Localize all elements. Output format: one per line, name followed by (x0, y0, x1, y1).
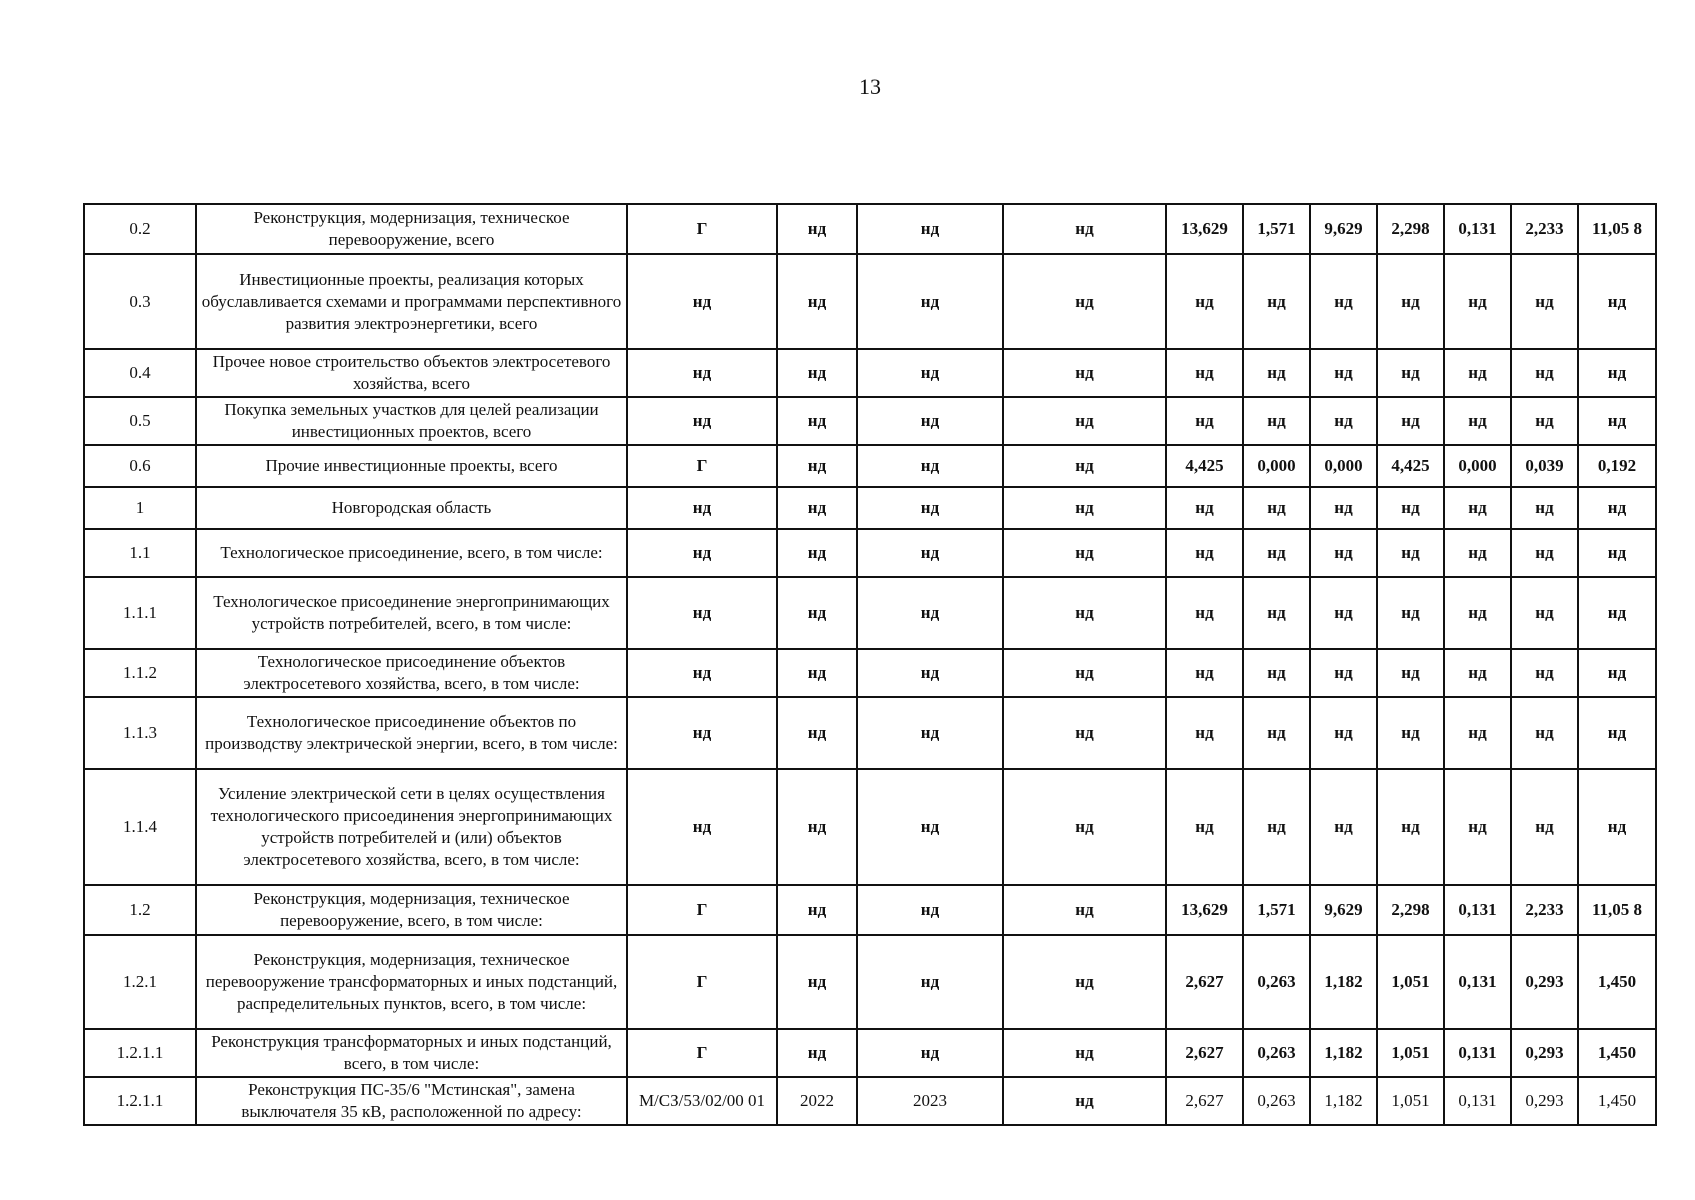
cell-v1: нд (1166, 577, 1243, 649)
table-row (84, 885, 1656, 935)
cell-c3: нд (857, 487, 1003, 529)
cell-c4: нд (1003, 935, 1166, 1029)
row-number: 1 (84, 487, 196, 529)
cell-c3: нд (857, 885, 1003, 935)
cell-v7: 0,192 (1578, 445, 1656, 487)
cell-v2: 0,000 (1243, 445, 1310, 487)
cell-v5: нд (1444, 397, 1511, 445)
cell-v4: нд (1377, 349, 1444, 397)
cell-v2: нд (1243, 254, 1310, 349)
cell-v1: нд (1166, 769, 1243, 885)
cell-v4: нд (1377, 697, 1444, 769)
cell-c2: нд (777, 204, 857, 254)
cell-v5: 0,131 (1444, 1077, 1511, 1125)
cell-c1: Г (627, 885, 777, 935)
table-row (84, 697, 1656, 769)
row-name: Реконструкция трансформаторных и иных подстанций, всего, в том числе: (196, 1029, 627, 1077)
row-name: Прочие инвестиционные проекты, всего (196, 445, 627, 487)
row-number: 1.2.1 (84, 935, 196, 1029)
cell-c1: нд (627, 254, 777, 349)
cell-c3: нд (857, 204, 1003, 254)
cell-v6: 0,293 (1511, 935, 1578, 1029)
cell-v3: нд (1310, 397, 1377, 445)
cell-v3: 1,182 (1310, 935, 1377, 1029)
row-number: 0.3 (84, 254, 196, 349)
row-number: 1.1.1 (84, 577, 196, 649)
table-row (84, 529, 1656, 577)
table-row (84, 1077, 1656, 1125)
cell-v4: нд (1377, 254, 1444, 349)
cell-v1: нд (1166, 529, 1243, 577)
cell-c2: нд (777, 649, 857, 697)
cell-c1: нд (627, 529, 777, 577)
cell-c2: нд (777, 577, 857, 649)
row-number: 1.2 (84, 885, 196, 935)
cell-v1: 2,627 (1166, 1077, 1243, 1125)
cell-c3: нд (857, 529, 1003, 577)
cell-v5: 0,131 (1444, 885, 1511, 935)
row-name: Технологическое присоединение энергопринимающих устройств потребителей, всего, в том числе: (196, 577, 627, 649)
cell-v6: нд (1511, 254, 1578, 349)
row-number: 1.2.1.1 (84, 1029, 196, 1077)
cell-v4: нд (1377, 397, 1444, 445)
table-row (84, 577, 1656, 649)
cell-v4: нд (1377, 577, 1444, 649)
cell-v6: нд (1511, 649, 1578, 697)
row-name: Прочее новое строительство объектов электросетевого хозяйства, всего (196, 349, 627, 397)
table-row (84, 397, 1656, 445)
cell-v3: нд (1310, 254, 1377, 349)
cell-v5: нд (1444, 254, 1511, 349)
cell-v2: 0,263 (1243, 1077, 1310, 1125)
cell-v1: 4,425 (1166, 445, 1243, 487)
cell-c4: нд (1003, 697, 1166, 769)
cell-c1: нд (627, 349, 777, 397)
cell-v2: 1,571 (1243, 204, 1310, 254)
cell-v5: 0,131 (1444, 935, 1511, 1029)
row-name: Реконструкция, модернизация, техническое перевооружение, всего, в том числе: (196, 885, 627, 935)
cell-v2: 1,571 (1243, 885, 1310, 935)
page-number: 13 (859, 74, 881, 99)
cell-v1: нд (1166, 697, 1243, 769)
cell-c4: нд (1003, 649, 1166, 697)
table-row (84, 204, 1656, 254)
cell-v4: нд (1377, 529, 1444, 577)
row-name: Реконструкция ПС-35/6 "Мстинская", замена выключателя 35 кВ, расположенной по адресу: (196, 1077, 627, 1125)
cell-v7: нд (1578, 577, 1656, 649)
cell-v6: нд (1511, 397, 1578, 445)
cell-c3: нд (857, 577, 1003, 649)
cell-v3: нд (1310, 769, 1377, 885)
cell-v2: нд (1243, 397, 1310, 445)
cell-v3: нд (1310, 529, 1377, 577)
cell-v4: 4,425 (1377, 445, 1444, 487)
cell-c1: нд (627, 769, 777, 885)
cell-v3: 1,182 (1310, 1029, 1377, 1077)
cell-v4: нд (1377, 487, 1444, 529)
cell-v2: нд (1243, 529, 1310, 577)
cell-v7: нд (1578, 349, 1656, 397)
cell-v6: 2,233 (1511, 204, 1578, 254)
cell-v4: 2,298 (1377, 885, 1444, 935)
cell-v6: 0,293 (1511, 1077, 1578, 1125)
cell-v5: нд (1444, 697, 1511, 769)
cell-c4: нд (1003, 577, 1166, 649)
row-number: 0.4 (84, 349, 196, 397)
cell-v2: нд (1243, 487, 1310, 529)
cell-v1: 2,627 (1166, 935, 1243, 1029)
cell-v3: нд (1310, 577, 1377, 649)
cell-c3: нд (857, 649, 1003, 697)
cell-v2: нд (1243, 577, 1310, 649)
cell-c2: нд (777, 349, 857, 397)
cell-v6: нд (1511, 487, 1578, 529)
cell-v7: нд (1578, 397, 1656, 445)
cell-v7: 1,450 (1578, 1077, 1656, 1125)
cell-v6: 2,233 (1511, 885, 1578, 935)
cell-v3: 9,629 (1310, 204, 1377, 254)
row-name: Новгородская область (196, 487, 627, 529)
cell-v4: 1,051 (1377, 935, 1444, 1029)
cell-c1: нд (627, 577, 777, 649)
cell-v1: 13,629 (1166, 885, 1243, 935)
row-name: Усиление электрической сети в целях осуществления технологического присоединения энергопринимающих устройств потребителей и (или) объектов электросетевого хозяйства, всего, в том числе: (196, 769, 627, 885)
cell-c3: нд (857, 935, 1003, 1029)
cell-c2: нд (777, 487, 857, 529)
row-name: Технологическое присоединение, всего, в том числе: (196, 529, 627, 577)
cell-c4: нд (1003, 397, 1166, 445)
cell-c3: нд (857, 445, 1003, 487)
row-number: 0.5 (84, 397, 196, 445)
cell-c1: М/СЗ/53/02/00 01 (627, 1077, 777, 1125)
cell-v2: нд (1243, 349, 1310, 397)
cell-c4: нд (1003, 445, 1166, 487)
cell-v1: нд (1166, 397, 1243, 445)
row-name: Реконструкция, модернизация, техническое перевооружение трансформаторных и иных подстанций, распределительных пунктов, всего, в том числе: (196, 935, 627, 1029)
cell-v1: 2,627 (1166, 1029, 1243, 1077)
cell-v6: нд (1511, 769, 1578, 885)
cell-c1: нд (627, 697, 777, 769)
cell-c2: нд (777, 1029, 857, 1077)
cell-v7: нд (1578, 254, 1656, 349)
cell-c1: нд (627, 649, 777, 697)
cell-v4: 1,051 (1377, 1029, 1444, 1077)
cell-v7: 11,05 8 (1578, 885, 1656, 935)
cell-v6: нд (1511, 577, 1578, 649)
cell-v1: нд (1166, 487, 1243, 529)
table-row (84, 935, 1656, 1029)
cell-c2: нд (777, 445, 857, 487)
cell-v4: нд (1377, 649, 1444, 697)
cell-c4: нд (1003, 349, 1166, 397)
cell-c2: 2022 (777, 1077, 857, 1125)
cell-c4: нд (1003, 1077, 1166, 1125)
cell-c2: нд (777, 935, 857, 1029)
cell-c2: нд (777, 885, 857, 935)
cell-v3: нд (1310, 697, 1377, 769)
cell-v7: 11,05 8 (1578, 204, 1656, 254)
cell-v3: 1,182 (1310, 1077, 1377, 1125)
cell-c1: Г (627, 935, 777, 1029)
cell-v1: нд (1166, 349, 1243, 397)
cell-v5: 0,131 (1444, 204, 1511, 254)
cell-v6: 0,039 (1511, 445, 1578, 487)
row-name: Покупка земельных участков для целей реализации инвестиционных проектов, всего (196, 397, 627, 445)
cell-v4: нд (1377, 769, 1444, 885)
cell-c2: нд (777, 397, 857, 445)
cell-c1: Г (627, 445, 777, 487)
cell-c4: нд (1003, 204, 1166, 254)
table-row (84, 445, 1656, 487)
table-row (84, 487, 1656, 529)
cell-c1: Г (627, 204, 777, 254)
row-name: Технологическое присоединение объектов по производству электрической энергии, всего, в том числе: (196, 697, 627, 769)
cell-c2: нд (777, 697, 857, 769)
cell-v3: нд (1310, 349, 1377, 397)
cell-v4: 2,298 (1377, 204, 1444, 254)
cell-c3: нд (857, 397, 1003, 445)
cell-c2: нд (777, 254, 857, 349)
cell-v3: нд (1310, 487, 1377, 529)
table-row (84, 769, 1656, 885)
row-number: 0.6 (84, 445, 196, 487)
cell-c3: нд (857, 769, 1003, 885)
cell-v5: 0,000 (1444, 445, 1511, 487)
row-name: Инвестиционные проекты, реализация которых обуславливается схемами и программами перспективного развития электроэнергетики, всего (196, 254, 627, 349)
cell-v7: нд (1578, 697, 1656, 769)
table-row (84, 349, 1656, 397)
cell-c1: нд (627, 487, 777, 529)
cell-v5: нд (1444, 487, 1511, 529)
cell-v2: нд (1243, 769, 1310, 885)
cell-c4: нд (1003, 769, 1166, 885)
cell-c3: нд (857, 1029, 1003, 1077)
row-number: 1.1.4 (84, 769, 196, 885)
cell-v5: нд (1444, 577, 1511, 649)
cell-c1: Г (627, 1029, 777, 1077)
cell-c4: нд (1003, 254, 1166, 349)
cell-v6: нд (1511, 349, 1578, 397)
cell-v3: 0,000 (1310, 445, 1377, 487)
cell-v5: нд (1444, 649, 1511, 697)
cell-v3: 9,629 (1310, 885, 1377, 935)
cell-c4: нд (1003, 1029, 1166, 1077)
table-row (84, 649, 1656, 697)
row-number: 1.2.1.1 (84, 1077, 196, 1125)
cell-v7: нд (1578, 487, 1656, 529)
cell-v2: 0,263 (1243, 935, 1310, 1029)
row-number: 0.2 (84, 204, 196, 254)
cell-c2: нд (777, 769, 857, 885)
cell-v2: нд (1243, 649, 1310, 697)
cell-v5: нд (1444, 349, 1511, 397)
cell-v4: 1,051 (1377, 1077, 1444, 1125)
cell-c1: нд (627, 397, 777, 445)
table-row (84, 1029, 1656, 1077)
cell-c3: 2023 (857, 1077, 1003, 1125)
cell-v5: нд (1444, 769, 1511, 885)
cell-v1: нд (1166, 649, 1243, 697)
cell-v1: нд (1166, 254, 1243, 349)
cell-v7: нд (1578, 649, 1656, 697)
cell-v2: 0,263 (1243, 1029, 1310, 1077)
cell-v6: нд (1511, 529, 1578, 577)
cell-v7: нд (1578, 769, 1656, 885)
cell-v7: нд (1578, 529, 1656, 577)
cell-v3: нд (1310, 649, 1377, 697)
cell-c3: нд (857, 697, 1003, 769)
cell-v5: 0,131 (1444, 1029, 1511, 1077)
row-number: 1.1 (84, 529, 196, 577)
cell-c4: нд (1003, 885, 1166, 935)
cell-c4: нд (1003, 487, 1166, 529)
cell-c4: нд (1003, 529, 1166, 577)
cell-v6: нд (1511, 697, 1578, 769)
cell-c3: нд (857, 349, 1003, 397)
cell-v7: 1,450 (1578, 935, 1656, 1029)
cell-v7: 1,450 (1578, 1029, 1656, 1077)
cell-v6: 0,293 (1511, 1029, 1578, 1077)
cell-v5: нд (1444, 529, 1511, 577)
table-row (84, 254, 1656, 349)
cell-v2: нд (1243, 697, 1310, 769)
cell-v1: 13,629 (1166, 204, 1243, 254)
row-number: 1.1.2 (84, 649, 196, 697)
cell-c3: нд (857, 254, 1003, 349)
row-name: Технологическое присоединение объектов электросетевого хозяйства, всего, в том числе: (196, 649, 627, 697)
investment-table (83, 203, 1657, 1126)
cell-c2: нд (777, 529, 857, 577)
row-name: Реконструкция, модернизация, техническое перевооружение, всего (196, 204, 627, 254)
row-number: 1.1.3 (84, 697, 196, 769)
